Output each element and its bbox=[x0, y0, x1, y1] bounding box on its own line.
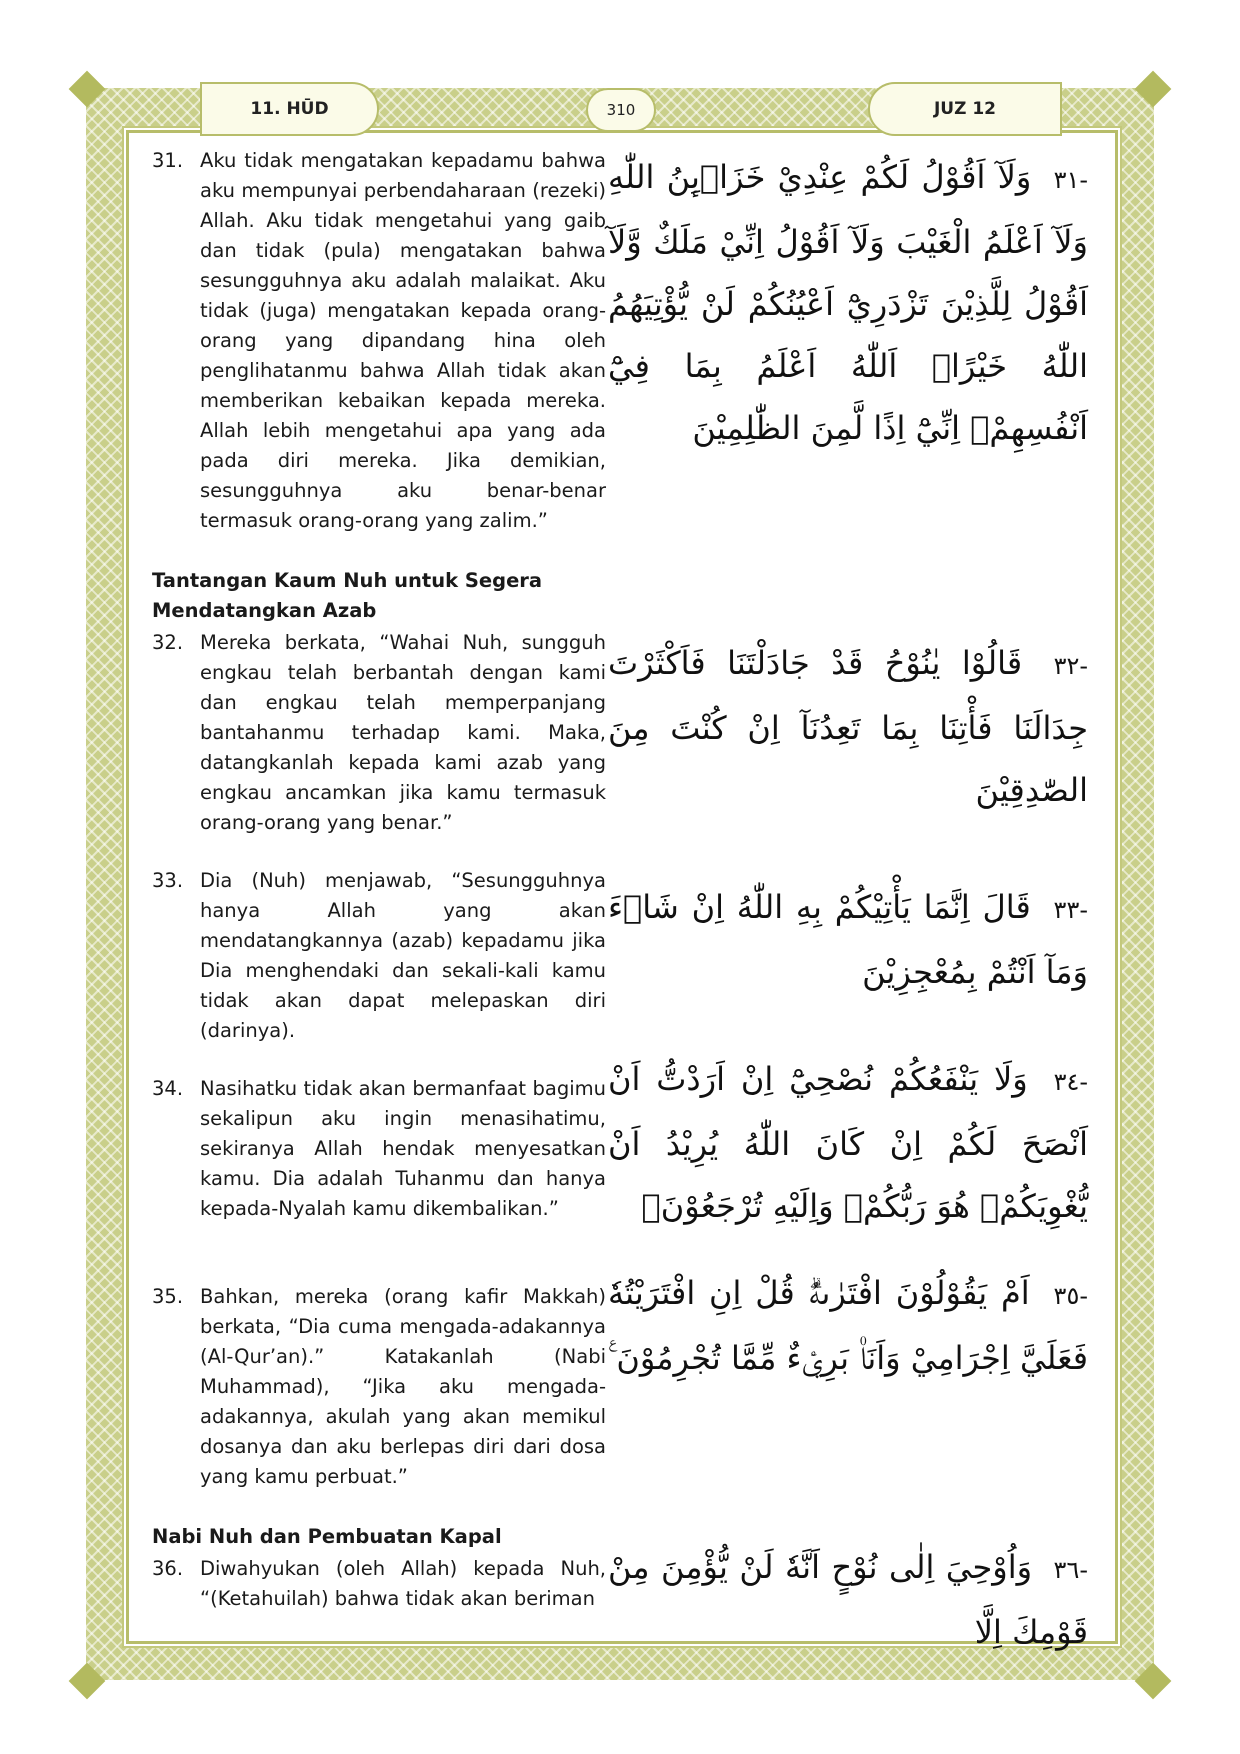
arabic-text: اَمْ يَقُوْلُوْنَ افْتَرٰىهُۗ قُلْ اِنِ افْتَرَيْتُهٗ فَعَلَيَّ اِجْرَامِيْ وَاَنَا۠ بَرِيْۤءٌ مِّمَّا تُجْرِمُوْنَ ࣖ bbox=[608, 1274, 1088, 1377]
surah-name-label: 11. HŪD bbox=[200, 82, 379, 136]
arabic-verse-number: -٣٣ bbox=[1053, 896, 1088, 924]
arabic-verse-31 bbox=[608, 146, 1088, 459]
section-heading: Tantangan Kaum Nuh untuk Segera Mendatangkan Azab bbox=[152, 569, 543, 622]
verse-number: 32. bbox=[152, 631, 184, 654]
verse-text: Dia (Nuh) menjawab, “Sesungguhnya hanya Allah yang akan mendatangkannya (azab) kepadamu jika Dia menghendaki dan sekali-kali kamu tidak akan dapat melepaskan diri (darinya). bbox=[200, 869, 606, 1042]
verse-text: Diwahyukan (oleh Allah) kepada Nuh, “(Ketahuilah) bahwa tidak akan beriman bbox=[200, 1557, 606, 1610]
translation-column bbox=[152, 146, 606, 1614]
verse-number: 33. bbox=[152, 869, 184, 892]
verse-number: 34. bbox=[152, 1077, 184, 1100]
arabic-text: قَالُوْا يٰنُوْحُ قَدْ جَادَلْتَنَا فَاَكْثَرْتَ جِدَالَنَا فَأْتِنَا بِمَا تَعِدُنَآ اِنْ كُنْتَ مِنَ الصّٰدِقِيْنَ bbox=[608, 644, 1088, 809]
arabic-verse-33 bbox=[608, 876, 1088, 1003]
arabic-text: وَاُوْحِيَ اِلٰى نُوْحٍ اَنَّهٗ لَنْ يُّؤْمِنَ مِنْ قَوْمِكَ اِلَّا bbox=[608, 1548, 1088, 1651]
verse-number: 35. bbox=[152, 1285, 184, 1308]
verse-35-translation bbox=[152, 1282, 606, 1492]
arabic-verse-number: -٣٦ bbox=[1053, 1556, 1088, 1584]
verse-text: Bahkan, mereka (orang kafir Makkah) berkata, “Dia cuma mengada-adakannya (Al-Qur’an).” Katakanlah (Nabi Muhammad), “Jika aku mengada-adakannya, akulah yang akan memikul dosanya dan aku berlepas diri dari dosa yang kamu perbuat.” bbox=[200, 1285, 606, 1488]
verse-31-translation bbox=[152, 146, 606, 536]
verse-number: 31. bbox=[152, 149, 184, 172]
arabic-verse-32 bbox=[608, 632, 1088, 821]
verse-number: 36. bbox=[152, 1557, 184, 1580]
arabic-verse-number: -٣٢ bbox=[1053, 652, 1089, 680]
verse-text: Aku tidak mengatakan kepadamu bahwa aku mempunyai perbendaharaan (rezeki) Allah. Aku tidak mengetahui yang gaib dan tidak (pula) mengatakan bahwa sesungguhnya aku adalah malaikat. Aku tidak (juga) mengatakan kepada orang-orang yang dipandang hina oleh penglihatanmu bahwa Allah tidak akan memberikan kebaikan kepada mereka. Allah lebih mengetahui apa yang ada pada diri mereka. Jika demikian, sesungguhnya aku benar-benar termasuk orang-orang yang zalim.” bbox=[200, 149, 606, 532]
verse-33-translation bbox=[152, 866, 606, 1046]
arabic-verse-34 bbox=[608, 1048, 1088, 1237]
verse-32-translation bbox=[152, 628, 606, 838]
arabic-text: قَالَ اِنَّمَا يَأْتِيْكُمْ بِهِ اللّٰهُ اِنْ شَاۤءَ وَمَآ اَنْتُمْ بِمُعْجِزِيْنَ bbox=[608, 888, 1088, 991]
section-heading: Nabi Nuh dan Pembuatan Kapal bbox=[152, 1525, 502, 1548]
verse-text: Nasihatku tidak akan bermanfaat bagimu sekalipun aku ingin menasihatimu, sekiranya Allah hendak menyesatkan kamu. Dia adalah Tuhanmu dan hanya kepada-Nyalah kamu dikembalikan.” bbox=[200, 1077, 606, 1220]
juz-label: JUZ 12 bbox=[868, 82, 1062, 136]
arabic-text: وَلَا يَنْفَعُكُمْ نُصْحِيْٓ اِنْ اَرَدْتُّ اَنْ اَنْصَحَ لَكُمْ اِنْ كَانَ اللّٰهُ يُرِيْدُ اَنْ يُّغْوِيَكُمْۗ هُوَ رَبُّكُمْۗ وَاِلَيْهِ تُرْجَعُوْنَۗ bbox=[608, 1060, 1088, 1225]
arabic-verse-36 bbox=[608, 1536, 1088, 1663]
arabic-verse-number: -٣٤ bbox=[1053, 1068, 1089, 1096]
arabic-verse-number: -٣٥ bbox=[1053, 1282, 1088, 1310]
arabic-verse-number: -٣١ bbox=[1053, 166, 1089, 194]
verse-36-translation bbox=[152, 1554, 606, 1614]
arabic-text: وَلَآ اَقُوْلُ لَكُمْ عِنْدِيْ خَزَاۤىِٕنُ اللّٰهِ وَلَآ اَعْلَمُ الْغَيْبَ وَلَآ اَقُوْلُ اِنِّيْ مَلَكٌ وَّلَآ اَقُوْلُ لِلَّذِيْنَ تَزْدَرِيْٓ اَعْيُنُكُمْ لَنْ يُّؤْتِيَهُمُ اللّٰهُ خَيْرًاۗ اَللّٰهُ اَعْلَمُ بِمَا فِيْٓ اَنْفُسِهِمْۚ اِنِّيْٓ اِذًا لَّمِنَ الظّٰلِمِيْنَ bbox=[608, 158, 1088, 447]
verse-34-translation bbox=[152, 1074, 606, 1224]
page-number: 310 bbox=[586, 88, 656, 132]
arabic-verse-35 bbox=[608, 1262, 1088, 1389]
verse-text: Mereka berkata, “Wahai Nuh, sungguh engkau telah berbantah dengan kami dan engkau telah memperpanjang bantahanmu terhadap kami. Maka, datangkanlah kepada kami azab yang engkau ancamkan jika kamu termasuk orang-orang yang benar.” bbox=[200, 631, 606, 834]
